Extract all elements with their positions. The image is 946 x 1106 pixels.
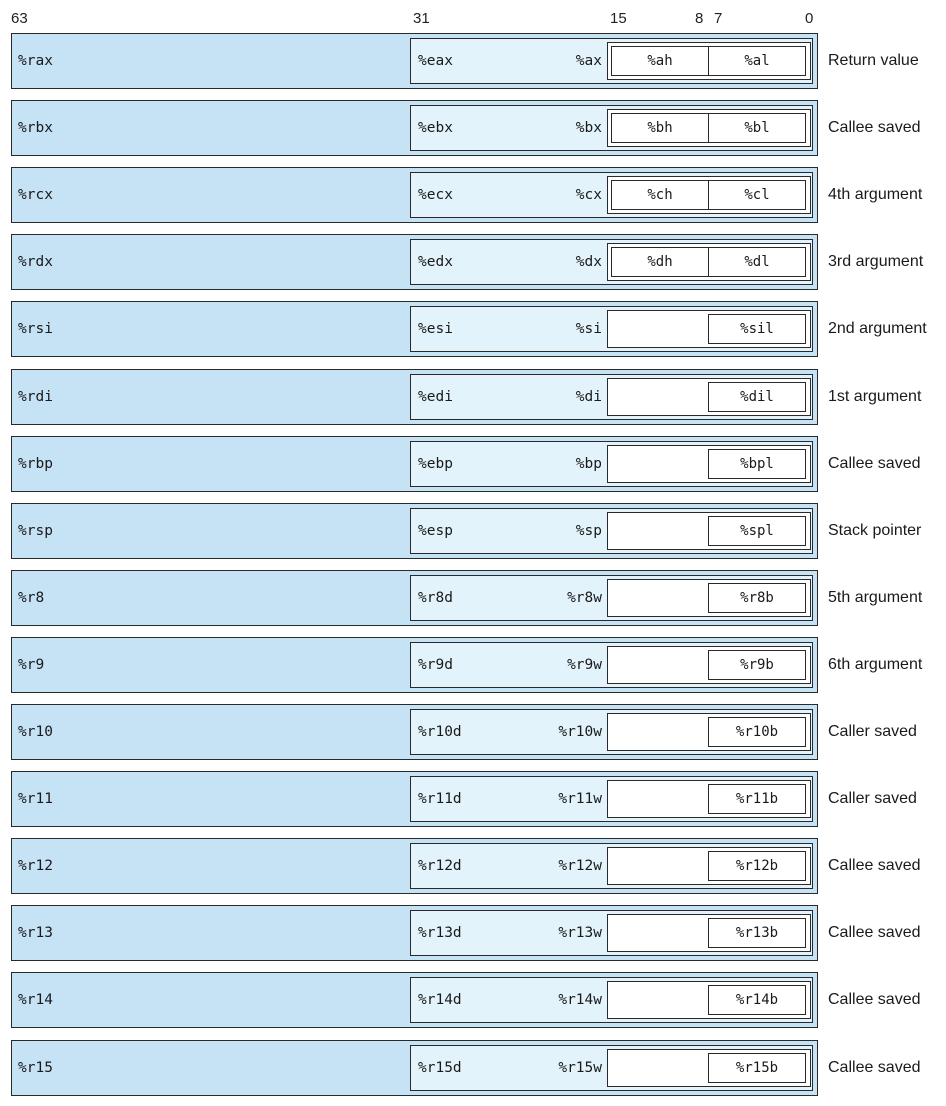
register-8bit-low-name: %spl: [708, 516, 806, 546]
register-usage-description: Callee saved: [828, 924, 921, 941]
register-usage-description: Callee saved: [828, 991, 921, 1008]
register-64bit-name: %rsi: [18, 321, 53, 337]
register-32bit-box: [410, 1045, 813, 1091]
register-usage-description: Callee saved: [828, 857, 921, 874]
register-usage-description: 3rd argument: [828, 253, 924, 270]
register-8bit-low-name: %r12b: [708, 851, 806, 881]
register-64bit-name: %rdx: [18, 254, 53, 270]
register-8bit-low-name: %bpl: [708, 449, 806, 479]
register-row: [11, 503, 818, 559]
register-16bit-name: %si: [575, 321, 602, 337]
register-usage-description: Callee saved: [828, 119, 921, 136]
register-row: [11, 100, 818, 156]
register-16bit-name: %r9w: [567, 657, 602, 673]
register-64bit-name: %rsp: [18, 523, 53, 539]
register-32bit-name: %r8d: [418, 590, 453, 606]
register-8bit-low-name: %dl: [744, 254, 770, 270]
register-16bit-name: %ax: [575, 53, 602, 69]
register-row: [11, 838, 818, 894]
register-32bit-name: %r13d: [418, 925, 462, 941]
register-8bit-high-name: %ah: [612, 47, 709, 75]
register-32bit-box: [410, 239, 813, 285]
register-16bit-box: [607, 109, 811, 147]
register-32bit-name: %ebp: [418, 456, 453, 472]
register-16bit-name: %di: [575, 389, 602, 405]
register-16bit-box: [607, 378, 811, 416]
register-32bit-box: [410, 642, 813, 688]
register-row: [11, 570, 818, 626]
register-32bit-box: [410, 105, 813, 151]
register-16bit-box: [607, 914, 811, 952]
register-usage-description: Caller saved: [828, 723, 917, 740]
register-16bit-box: [607, 713, 811, 751]
register-usage-description: 6th argument: [828, 656, 923, 673]
register-usage-description: Callee saved: [828, 455, 921, 472]
register-16bit-box: [607, 243, 811, 281]
register-row: [11, 301, 818, 357]
register-16bit-name: %bx: [575, 120, 602, 136]
register-64bit-name: %rcx: [18, 187, 53, 203]
register-8bit-low-name: %sil: [708, 314, 806, 344]
register-16bit-box: [607, 512, 811, 550]
register-16bit-box: [607, 981, 811, 1019]
register-16bit-name: %r10w: [558, 724, 602, 740]
register-32bit-name: %r9d: [418, 657, 453, 673]
bit-label-63: 63: [11, 10, 28, 27]
register-16bit-name: %dx: [575, 254, 602, 270]
register-usage-description: Return value: [828, 52, 919, 69]
register-8bit-pair: [611, 247, 806, 277]
register-32bit-name: %esp: [418, 523, 453, 539]
register-8bit-low-name: %r10b: [708, 717, 806, 747]
register-usage-description: 5th argument: [828, 589, 923, 606]
register-16bit-name: %bp: [575, 456, 602, 472]
register-usage-description: 1st argument: [828, 388, 922, 405]
register-8bit-high-name: %ch: [612, 181, 709, 209]
register-64bit-name: %rdi: [18, 389, 53, 405]
register-64bit-name: %rax: [18, 53, 53, 69]
register-32bit-name: %ecx: [418, 187, 453, 203]
register-8bit-low-name: %r13b: [708, 918, 806, 948]
bit-label-7: 7: [714, 10, 723, 27]
register-32bit-box: [410, 306, 813, 352]
bit-label-15: 15: [610, 10, 627, 27]
register-64bit-name: %r13: [18, 925, 53, 941]
register-32bit-name: %r11d: [418, 791, 462, 807]
register-16bit-box: [607, 42, 811, 80]
register-8bit-low-name: %r9b: [708, 650, 806, 680]
register-usage-description: Stack pointer: [828, 522, 922, 539]
register-16bit-name: %r14w: [558, 992, 602, 1008]
register-8bit-low-name: %cl: [744, 187, 770, 203]
register-16bit-name: %sp: [575, 523, 602, 539]
register-8bit-low-name: %al: [744, 53, 770, 69]
register-row: [11, 1040, 818, 1096]
register-row: [11, 436, 818, 492]
register-32bit-name: %r15d: [418, 1060, 462, 1076]
register-row: [11, 369, 818, 425]
register-16bit-name: %r13w: [558, 925, 602, 941]
register-16bit-name: %r8w: [567, 590, 602, 606]
register-row: [11, 637, 818, 693]
register-32bit-name: %eax: [418, 53, 453, 69]
register-row: [11, 905, 818, 961]
register-row: [11, 167, 818, 223]
register-32bit-box: [410, 441, 813, 487]
register-32bit-box: [410, 977, 813, 1023]
register-8bit-low-name: %dil: [708, 382, 806, 412]
register-8bit-low-name: %bl: [744, 120, 770, 136]
register-32bit-box: [410, 374, 813, 420]
register-8bit-pair: [611, 180, 806, 210]
register-16bit-box: [607, 780, 811, 818]
register-32bit-box: [410, 575, 813, 621]
register-16bit-name: %r15w: [558, 1060, 602, 1076]
register-8bit-high-name: %dh: [612, 248, 709, 276]
register-64bit-name: %rbx: [18, 120, 53, 136]
register-usage-description: 2nd argument: [828, 320, 927, 337]
register-32bit-box: [410, 910, 813, 956]
register-64bit-name: %r11: [18, 791, 53, 807]
register-32bit-name: %r12d: [418, 858, 462, 874]
register-usage-description: 4th argument: [828, 186, 923, 203]
register-32bit-name: %esi: [418, 321, 453, 337]
register-16bit-box: [607, 310, 811, 348]
register-8bit-pair: [611, 46, 806, 76]
register-row: [11, 972, 818, 1028]
register-32bit-box: [410, 38, 813, 84]
register-16bit-box: [607, 646, 811, 684]
register-16bit-box: [607, 579, 811, 617]
register-64bit-name: %rbp: [18, 456, 53, 472]
register-64bit-name: %r10: [18, 724, 53, 740]
register-32bit-box: [410, 508, 813, 554]
register-8bit-low-name: %r14b: [708, 985, 806, 1015]
register-64bit-name: %r8: [18, 590, 45, 606]
register-8bit-low-name: %r15b: [708, 1053, 806, 1083]
register-32bit-name: %r14d: [418, 992, 462, 1008]
register-8bit-low-name: %r11b: [708, 784, 806, 814]
register-row: [11, 234, 818, 290]
register-64bit-name: %r14: [18, 992, 53, 1008]
register-64bit-name: %r12: [18, 858, 53, 874]
register-row: [11, 33, 818, 89]
bit-label-31: 31: [413, 10, 430, 27]
register-8bit-pair: [611, 113, 806, 143]
register-32bit-name: %edx: [418, 254, 453, 270]
register-32bit-name: %ebx: [418, 120, 453, 136]
register-16bit-box: [607, 1049, 811, 1087]
register-16bit-name: %r11w: [558, 791, 602, 807]
register-32bit-name: %edi: [418, 389, 453, 405]
register-usage-description: Callee saved: [828, 1059, 921, 1076]
register-32bit-box: [410, 776, 813, 822]
register-16bit-name: %cx: [575, 187, 602, 203]
register-16bit-box: [607, 847, 811, 885]
register-64bit-name: %r9: [18, 657, 45, 673]
bit-label-0: 0: [805, 10, 814, 27]
register-32bit-box: [410, 843, 813, 889]
register-8bit-high-name: %bh: [612, 114, 709, 142]
register-32bit-box: [410, 709, 813, 755]
register-32bit-name: %r10d: [418, 724, 462, 740]
register-64bit-name: %r15: [18, 1060, 53, 1076]
register-usage-description: Caller saved: [828, 790, 917, 807]
bit-label-8: 8: [695, 10, 704, 27]
register-row: [11, 704, 818, 760]
register-8bit-low-name: %r8b: [708, 583, 806, 613]
register-16bit-box: [607, 176, 811, 214]
register-32bit-box: [410, 172, 813, 218]
register-16bit-name: %r12w: [558, 858, 602, 874]
register-row: [11, 771, 818, 827]
register-16bit-box: [607, 445, 811, 483]
